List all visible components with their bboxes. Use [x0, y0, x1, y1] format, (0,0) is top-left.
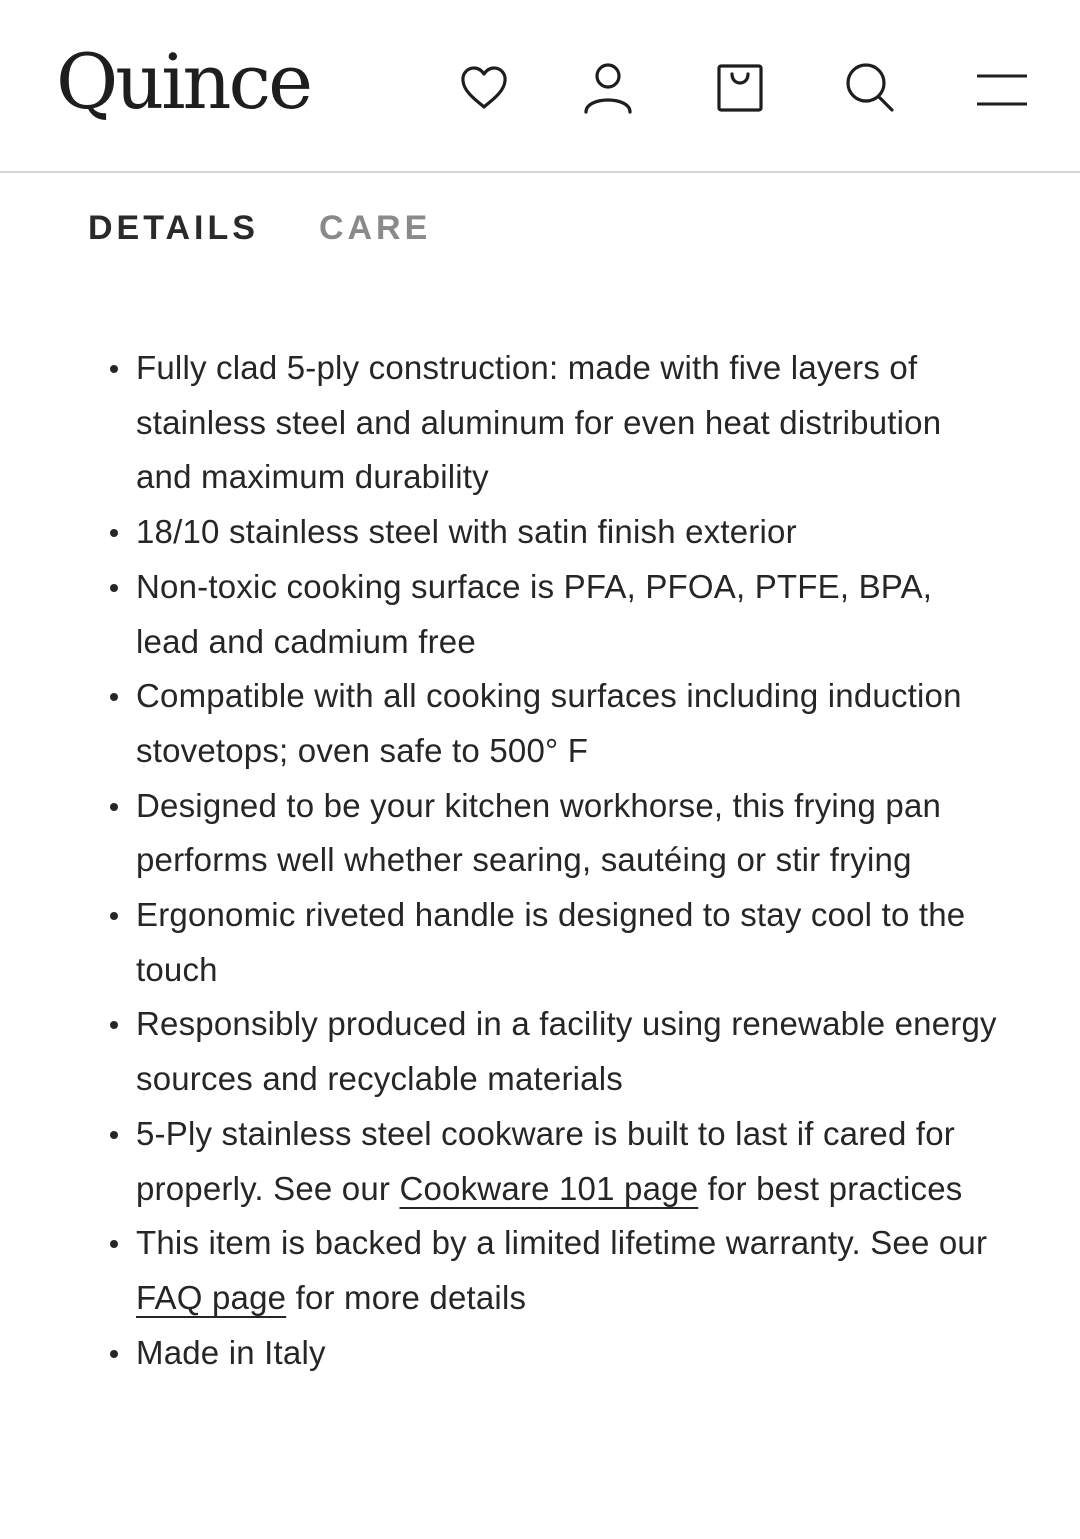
wishlist-button[interactable]	[448, 52, 520, 124]
tab-details[interactable]: DETAILS	[88, 209, 259, 247]
account-button[interactable]	[572, 52, 644, 124]
account-icon	[580, 60, 636, 116]
site-header	[0, 0, 1080, 173]
faq-page-link[interactable]: FAQ page	[136, 1278, 287, 1316]
list-item: Ergonomic riveted handle is designed to stay cool to the touch	[104, 888, 1004, 997]
cart-button[interactable]	[704, 52, 776, 124]
search-icon	[842, 60, 898, 116]
list-item-text: for best practices	[698, 1169, 963, 1207]
list-item: Responsibly produced in a facility using renewable energy sources and recyclable materials	[104, 997, 1004, 1106]
heart-icon	[456, 60, 512, 116]
list-item	[104, 1216, 1004, 1325]
product-info-tabs	[88, 206, 431, 250]
list-item: 18/10 stainless steel with satin finish exterior	[104, 505, 1004, 560]
list-item: Designed to be your kitchen workhorse, this frying pan performs well whether searing, sautéing or stir frying	[104, 779, 1004, 888]
list-item: Compatible with all cooking surfaces including induction stovetops; oven safe to 500° F	[104, 669, 1004, 778]
shopping-bag-icon	[712, 60, 768, 116]
list-item	[104, 1107, 1004, 1216]
quince-logo[interactable]: Quince	[56, 37, 311, 126]
tab-care[interactable]: CARE	[318, 209, 432, 247]
cookware-101-link[interactable]: Cookware 101 page	[399, 1169, 699, 1207]
menu-icon	[974, 60, 1030, 116]
list-item: Fully clad 5-ply construction: made with five layers of stainless steel and aluminum for even heat distribution and maximum durability	[104, 341, 1004, 505]
list-item-text: 5-Ply stainless steel cookware is built to last if cared for properly. See our	[136, 1114, 956, 1207]
list-item: Made in Italy	[104, 1326, 1004, 1381]
list-item-text: This item is backed by a limited lifetime warranty. See our	[136, 1224, 988, 1262]
list-item-text: for more details	[286, 1278, 527, 1316]
list-item: Non-toxic cooking surface is PFA, PFOA, PTFE, BPA, lead and cadmium free	[104, 560, 1004, 669]
menu-button[interactable]	[966, 52, 1038, 124]
search-button[interactable]	[834, 52, 906, 124]
details-list	[104, 341, 1004, 1380]
